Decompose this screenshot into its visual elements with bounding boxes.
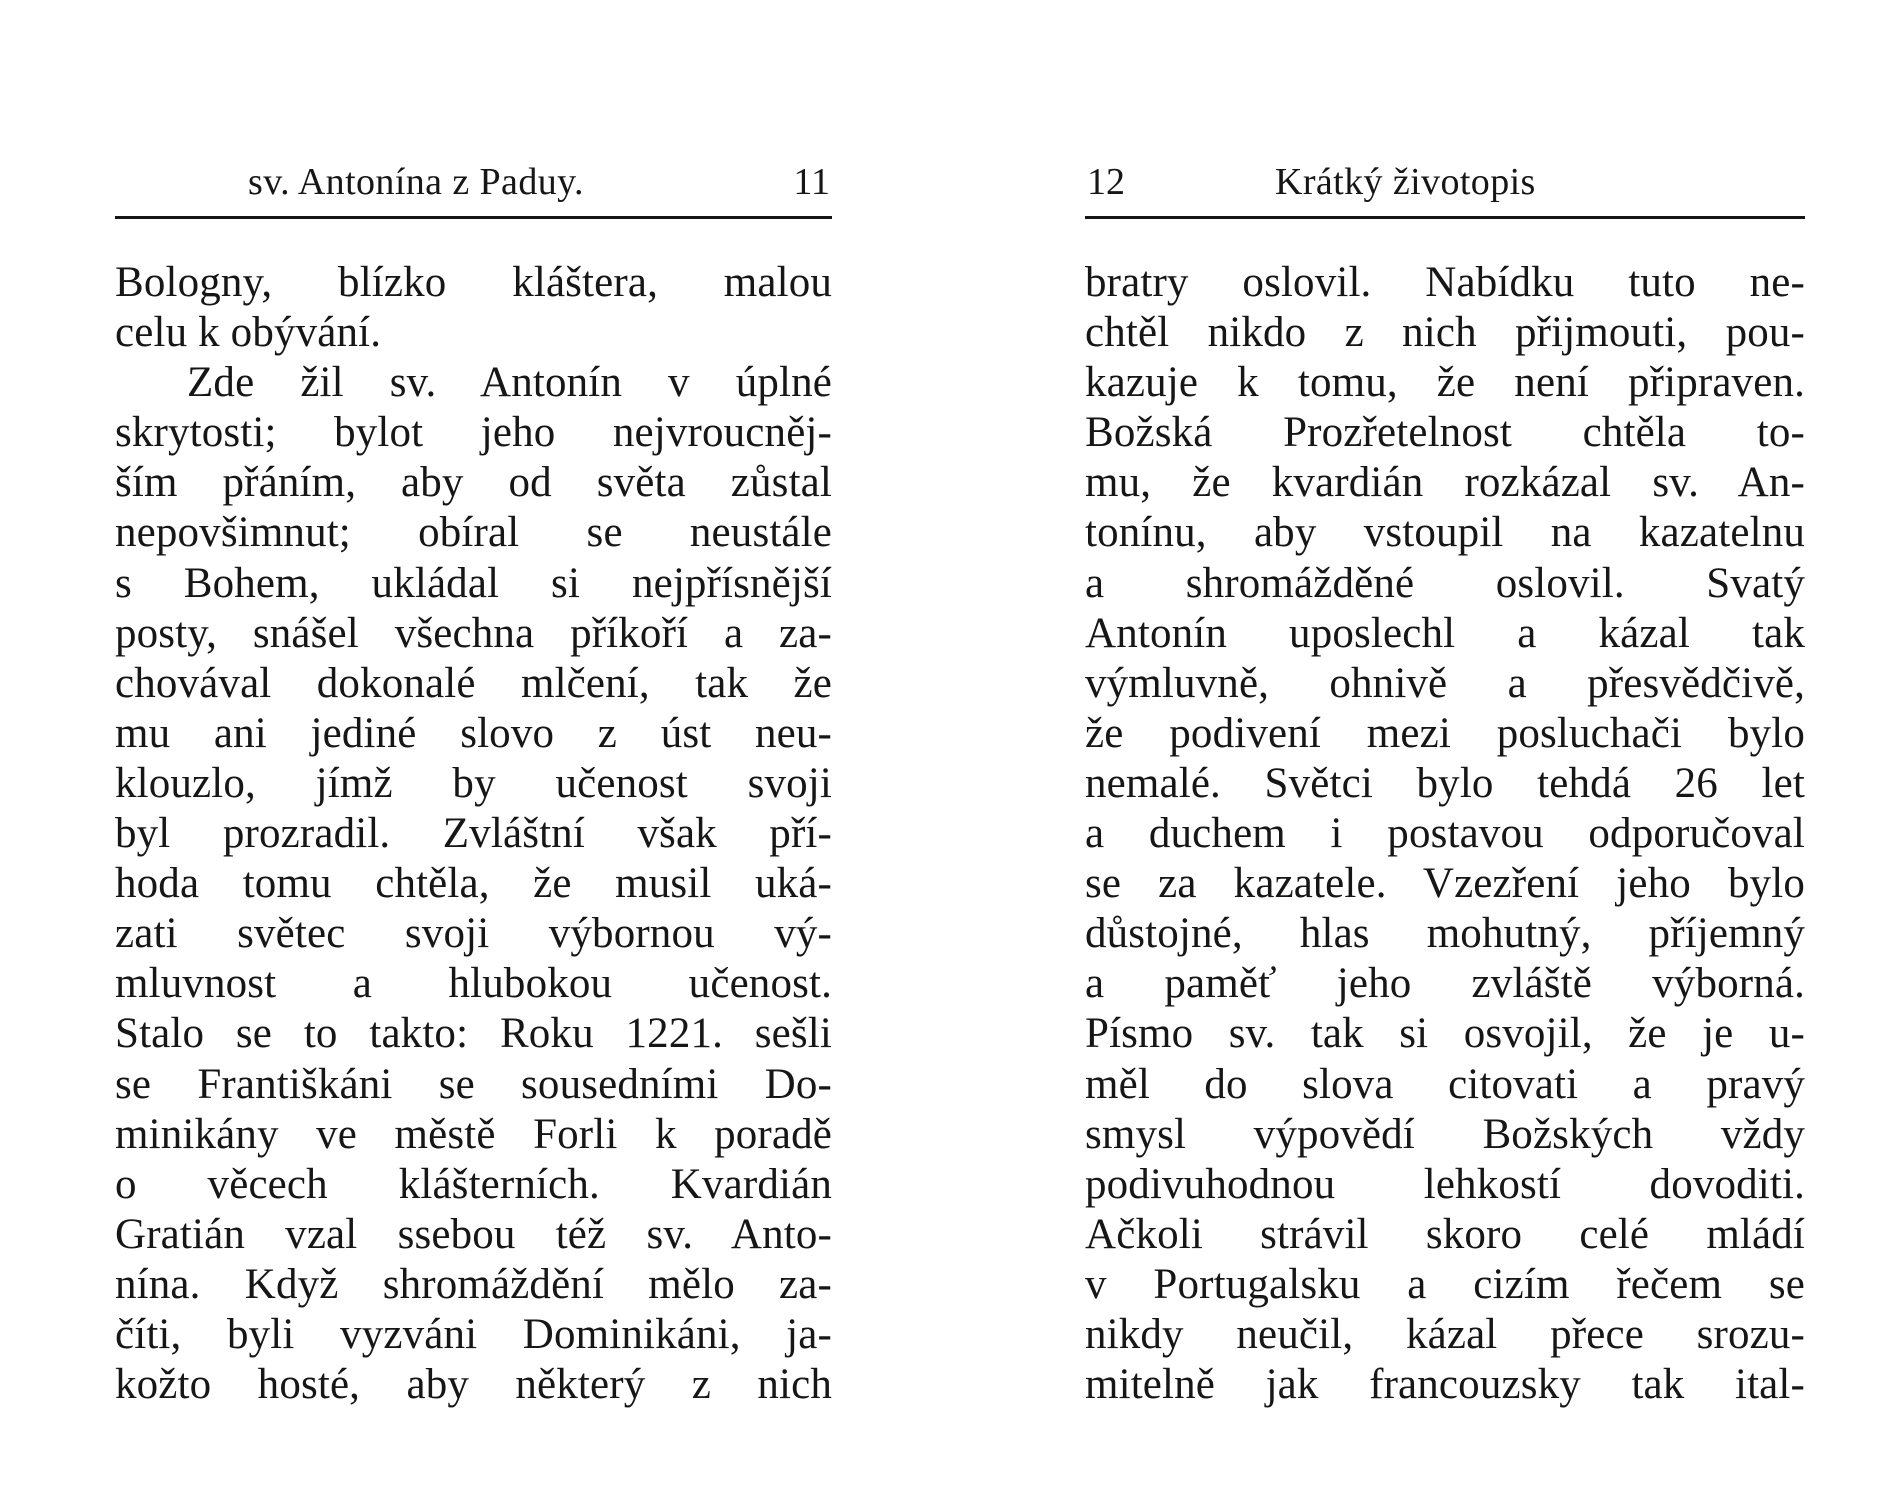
text-line: mu, že kvardián rozkázal sv. An- [1085, 459, 1805, 507]
page-number: 11 [793, 161, 830, 203]
text-line: bratry oslovil. Nabídku tuto ne- [1085, 259, 1805, 306]
page-number: 12 [1087, 161, 1125, 203]
text-line: smysl výpovědí Božských vždy [1085, 1110, 1805, 1158]
text-line: Písmo sv. tak si osvojil, že je u- [1085, 1010, 1805, 1058]
text-line: klouzlo, jímž by učenost svoji [115, 759, 832, 807]
text-line: mu ani jediné slovo z úst neu- [115, 709, 832, 757]
text-line: Božská Prozřetelnost chtěla to- [1085, 409, 1805, 457]
right-page-text [1085, 258, 1805, 1410]
header-rule [115, 216, 832, 219]
text-line: nína. Když shromáždění mělo za- [115, 1260, 832, 1308]
text-line: Stalo se to takto: Roku 1221. sešli [115, 1010, 832, 1058]
text-line: a paměť jeho zvláště výborná. [1085, 960, 1805, 1008]
text-line: Gratián vzal ssebou též sv. Anto- [115, 1210, 832, 1258]
running-head: Krátký životopis [1275, 161, 1536, 203]
text-line: kazuje k tomu, že není připraven. [1085, 359, 1805, 407]
text-line: v Portugalsku a cizím řečem se [1085, 1260, 1805, 1308]
text-line: důstojné, hlas mohutný, příjemný [1085, 910, 1805, 958]
text-line: nepovšimnut; obíral se neustále [115, 509, 832, 557]
text-line: podivuhodnou lehkostí dovoditi. [1085, 1160, 1805, 1208]
left-page-header [115, 160, 832, 210]
text-line: Bologny, blízko kláštera, malou [115, 259, 832, 306]
text-line: tonínu, aby vstoupil na kazatelnu [1085, 509, 1805, 557]
text-line: o věcech klášterních. Kvardián [115, 1160, 832, 1208]
text-line: a shromážděné oslovil. Svatý [1085, 559, 1805, 607]
text-line: výmluvně, ohnivě a přesvědčivě, [1085, 659, 1805, 707]
text-line: nemalé. Světci bylo tehdá 26 let [1085, 759, 1805, 807]
text-line: chtěl nikdo z nich přijmouti, pou- [1085, 309, 1805, 357]
text-line: Ačkoli strávil skoro celé mládí [1085, 1210, 1805, 1258]
running-head: sv. Antonína z Paduy. [248, 161, 584, 203]
text-line: kožto hosté, aby některý z nich [115, 1361, 832, 1409]
text-line: posty, snášel všechna příkoří a za- [115, 609, 832, 657]
text-line: mluvnost a hlubokou učenost. [115, 960, 832, 1008]
text-line: chovával dokonalé mlčení, tak že [115, 659, 832, 707]
text-line: se za kazatele. Vzezření jeho bylo [1085, 860, 1805, 908]
text-line: nikdy neučil, kázal přece srozu- [1085, 1310, 1805, 1358]
right-page-header [1085, 160, 1805, 210]
text-line: byl prozradil. Zvláštní však pří- [115, 810, 832, 858]
text-line: hoda tomu chtěla, že musil uká- [115, 860, 832, 908]
text-line: minikány ve městě Forli k poradě [115, 1110, 832, 1158]
text-line: a duchem i postavou odporučoval [1085, 810, 1805, 858]
text-line: ším přáním, aby od světa zůstal [115, 459, 832, 507]
left-page-text [115, 258, 832, 1410]
text-line: Antonín uposlechl a kázal tak [1085, 609, 1805, 657]
text-line: s Bohem, ukládal si nejpřísnější [115, 559, 832, 607]
text-line: celu k obývání. [115, 309, 382, 357]
text-line: skrytosti; bylot jeho nejvroucněj- [115, 409, 832, 457]
text-line: zati světec svoji výbornou vý- [115, 910, 832, 958]
text-line: číti, byli vyzváni Dominikáni, ja- [115, 1310, 832, 1358]
text-line: mitelně jak francouzsky tak ital- [1085, 1361, 1805, 1409]
text-line: se Františkáni se sousedními Do- [115, 1060, 832, 1108]
text-line: Zde žil sv. Antonín v úplné [187, 359, 832, 407]
text-line: že podivení mezi posluchači bylo [1085, 709, 1805, 757]
header-rule [1085, 216, 1805, 219]
text-line: měl do slova citovati a pravý [1085, 1060, 1805, 1108]
